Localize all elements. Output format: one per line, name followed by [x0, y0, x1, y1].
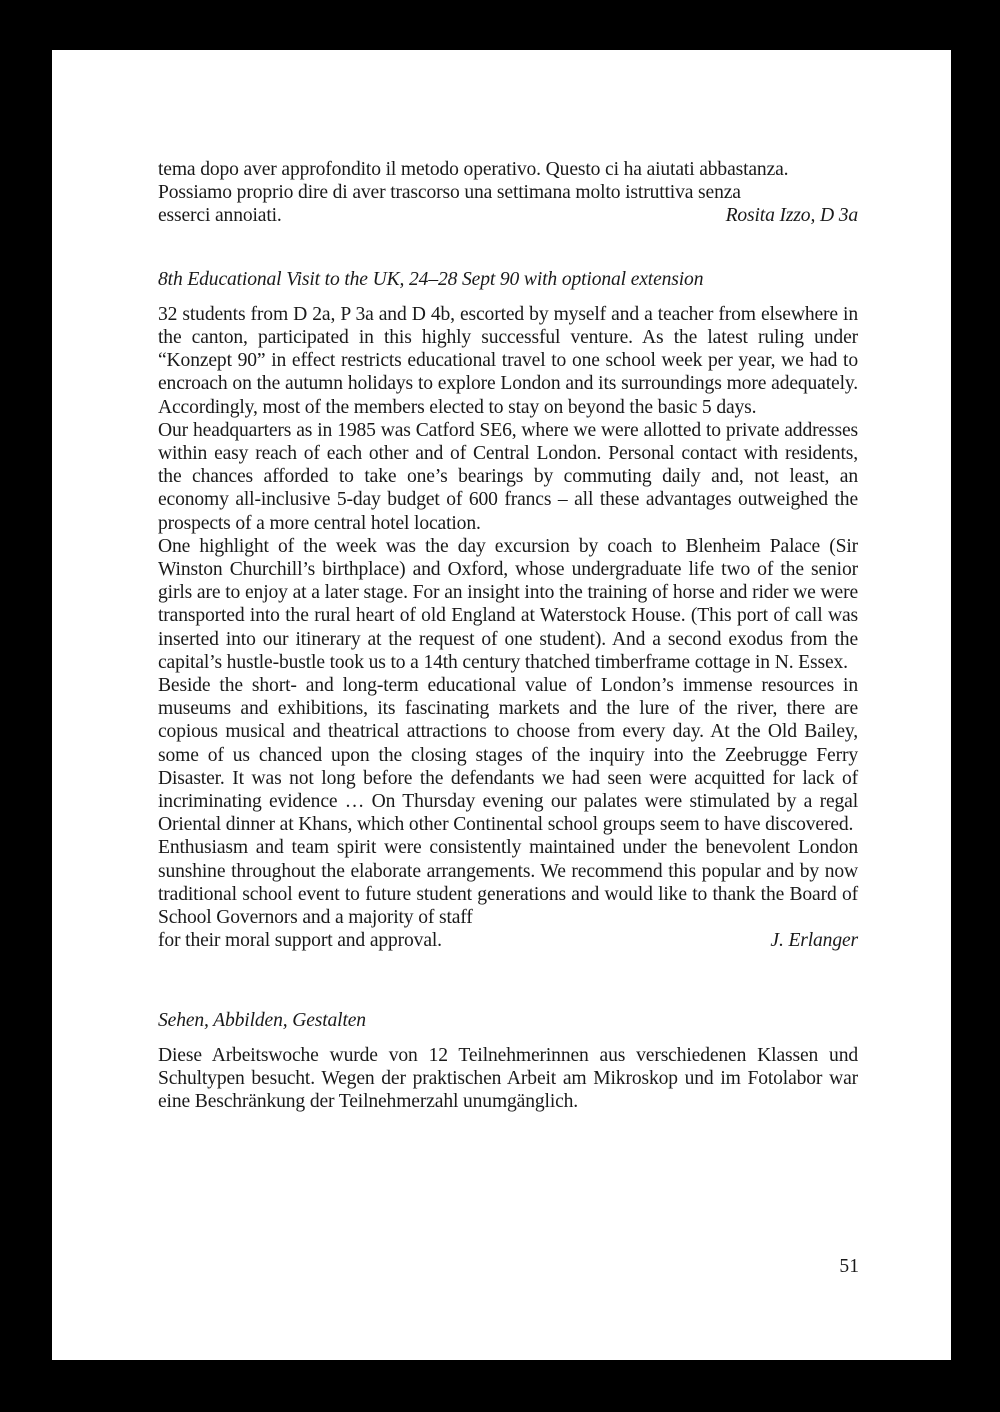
paragraph: One highlight of the week was the day excursion by coach to Blenheim Palace (Sir Winston Churchill’s birthplace) and Oxford, whose undergraduate life two of the senior girls are to enjoy at a later stage. For an insight into the training of horse and rider we were transported into the rural heart of old England at Waterstock House. (This port of call was inserted into our itinerary at the request of one student). And a second exodus from the capital’s hustle-bustle took us to a 14th century thatched timberframe cottage in N. Essex. — [158, 535, 858, 673]
paragraph: Possiamo proprio dire di aver trascorso una settimana molto istruttiva senza — [158, 182, 741, 204]
paragraph: 32 students from D 2a, P 3a and D 4b, escorted by myself and a teacher from elsewhere in the canton, participated in this highly successful venture. As the latest ruling under “Konzept 90” in effect restricts educational travel to one school week per year, we had to encroach on the autumn holidays to explore London and its surroundings more adequately. Accordingly, most of the members elected to stay on beyond the basic 5 days. — [158, 303, 858, 418]
closing-text: esserci annoiati. — [158, 205, 282, 227]
section-heading: Sehen, Abbilden, Gestalten — [158, 1009, 366, 1031]
signature-line — [158, 929, 858, 952]
workshop-section — [158, 1009, 858, 1114]
section-heading: 8th Educational Visit to the UK, 24–28 Sept 90 with optional extension — [158, 268, 704, 290]
text-column — [158, 158, 858, 1113]
paragraph: tema dopo aver approfondito il metodo operativo. Questo ci ha aiutati abbastanza. — [158, 159, 789, 180]
signature-line — [158, 204, 858, 227]
paragraph: Beside the short- and long-term educational value of London’s immense resources in museums and exhibitions, its fascinating markets and the lure of the river, there are copious musical and theatrical attractions to choose from every day. At the Old Bailey, some of us chanced upon the closing stages of the inquiry into the Zeebrugge Ferry Disaster. It was not long before the defendants we had seen were acquitted for lack of incriminating evidence … On Thursday evening our palates were stimulated by a regal Oriental dinner at Khans, which other Continental school groups seem to have discovered. — [158, 675, 858, 836]
closing-text: for their moral support and approval. — [158, 930, 442, 952]
intro-section — [158, 158, 858, 228]
page-number: 51 — [839, 1256, 859, 1277]
paragraph: Diese Arbeitswoche wurde von 12 Teilnehmerinnen aus verschiedenen Klassen und Schultypen besucht. Wegen der praktischen Arbeit am Mikroskop und im Fotolabor war eine Beschränkung der Teilnehmerzahl unumgänglich. — [158, 1044, 858, 1113]
author-signature: Rosita Izzo, D 3a — [725, 205, 858, 227]
paragraph: Enthusiasm and team spirit were consistently maintained under the benevolent London sunshine throughout the elaborate arrangements. We recommend this popular and by now traditional school event to future student generations and would like to thank the Board of School Governors and a majority of staff — [158, 837, 858, 929]
paragraph: Our headquarters as in 1985 was Catford SE6, where we were allotted to private addresses within easy reach of each other and of Central London. Personal contact with residents, the chances afforded to take one’s bearings by commuting daily and, not least, an economy all-inclusive 5-day budget of 600 francs – all these advantages outweighed the prospects of a more central hotel location. — [158, 419, 858, 534]
document-page — [52, 50, 951, 1360]
author-signature: J. Erlanger — [770, 930, 858, 952]
uk-visit-section — [158, 268, 858, 953]
